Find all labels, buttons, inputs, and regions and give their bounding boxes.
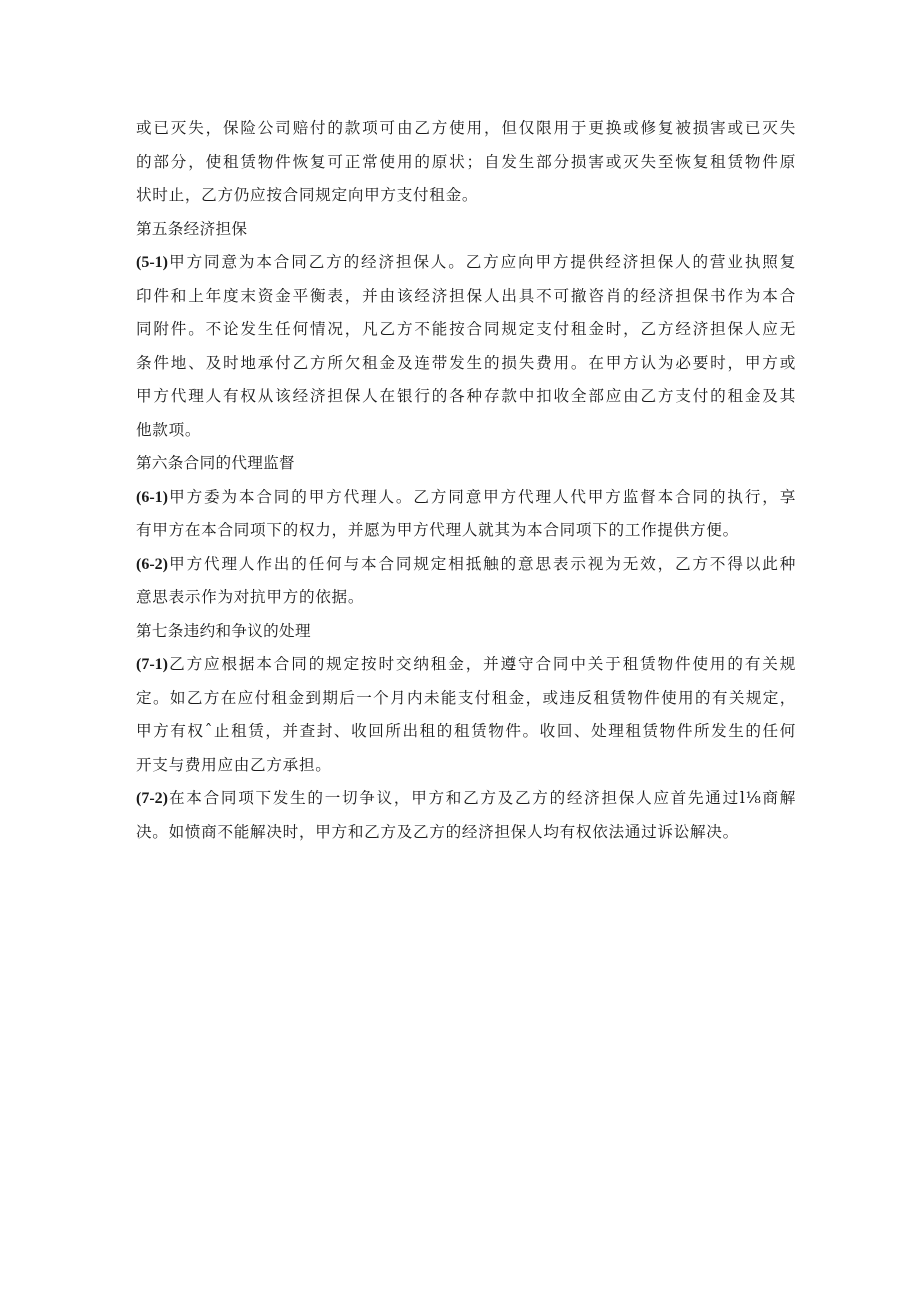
paragraph-line: 同附件。不论发生任何情况，凡乙方不能按合同规定支付租金时，乙方经济担保人应无 bbox=[136, 320, 796, 338]
paragraph-line: 甲方代理人有权从该经济担保人在银行的各种存款中扣收全部应由乙方支付的租金及其 bbox=[136, 387, 796, 405]
paragraph-line: 状时止，乙方仍应按合同规定向甲方支付租金。 bbox=[136, 186, 479, 204]
paragraph-line: 意思表示作为对抗甲方的依据。 bbox=[136, 588, 365, 606]
article-heading: 第五条经济担保 bbox=[136, 219, 248, 238]
clause-line bbox=[136, 481, 796, 515]
paragraph-line: 定。如乙方在应付租金到期后一个月内未能支付租金，或违反租赁物件使用的有关规定， bbox=[136, 688, 796, 707]
paragraph-line: 有甲方在本合同项下的权力，并愿为甲方代理人就其为本合同项下的工作提供方便。 bbox=[136, 521, 739, 539]
paragraph-line: 或已灭失，保险公司赔付的款项可由乙方使用，但仅限用于更换或修复被损害或已灭失 bbox=[136, 119, 796, 137]
clause-text: 在本合同项下发生的一切争议，甲方和乙方及乙方的经济担保人应首先通过l⅛商解 bbox=[167, 789, 796, 807]
clause-number: (5-1) bbox=[136, 254, 168, 271]
clause-text: 甲方委为本合同的甲方代理人。乙方同意甲方代理人代甲方监督本合同的执行，享 bbox=[167, 487, 796, 506]
clause-text: 甲方代理人作出的任何与本合同规定相抵触的意思表示视为无效，乙方不得以此种 bbox=[167, 554, 796, 573]
paragraph-line: 条件地、及时地承付乙方所欠租金及连带发生的损失费用。在甲方认为必要时，甲方或 bbox=[136, 353, 796, 372]
clause-line bbox=[136, 246, 796, 280]
document-body bbox=[136, 112, 796, 849]
paragraph-line: 开支与费用应由乙方承担。 bbox=[136, 755, 332, 774]
paragraph-line: 甲方有权ˆ止租赁，并查封、收回所出租的租赁物件。收回、处理租赁物件所发生的任何 bbox=[136, 722, 796, 740]
clause-line bbox=[136, 782, 796, 816]
clause-line bbox=[136, 548, 796, 582]
paragraph-line: 的部分，使租赁物件恢复可正常使用的原状；自发生部分损害或灭失至恢复租赁物件原 bbox=[136, 152, 796, 171]
clause-number: (7-1) bbox=[136, 656, 168, 673]
paragraph-line: 决。如愤商不能解决时，甲方和乙方及乙方的经济担保人均有权依法通过诉讼解决。 bbox=[136, 822, 739, 841]
clause-number: (6-2) bbox=[136, 555, 168, 573]
clause-line bbox=[136, 648, 796, 682]
clause-text: 乙方应根据本合同的规定按时交纳租金，并遵守合同中关于租赁物件使用的有关规 bbox=[167, 655, 796, 673]
clause-text: 甲方同意为本合同乙方的经济担保人。乙方应向甲方提供经济担保人的营业执照复 bbox=[167, 253, 796, 271]
clause-number: (6-1) bbox=[136, 488, 168, 506]
clause-number: (7-2) bbox=[136, 790, 168, 807]
paragraph-line: 他款项。 bbox=[136, 420, 202, 439]
article-heading: 第七条违约和争议的处理 bbox=[136, 621, 311, 640]
paragraph-line: 印件和上年度末资金平衡表，并由该经济担保人出具不可撤咨肖的经济担保书作为本合 bbox=[136, 286, 796, 305]
article-heading: 第六条合同的代理监督 bbox=[136, 454, 295, 472]
